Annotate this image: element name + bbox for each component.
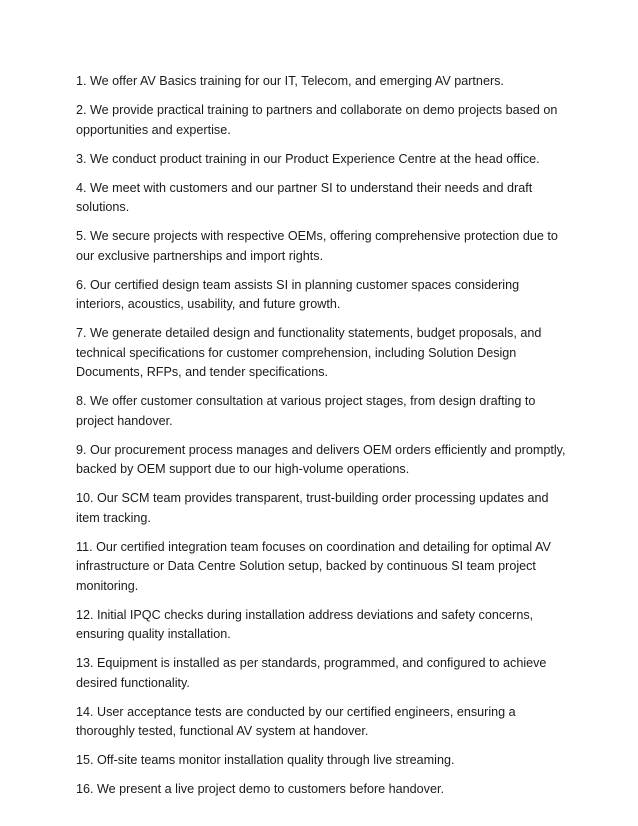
paragraph-9: 9. Our procurement process manages and delivers OEM orders efficiently and promptly, backed by OEM support due to our high-volume operations. — [76, 442, 566, 476]
paragraph-7: 7. We generate detailed design and functionality statements, budget proposals, and technical specifications for customer comprehension, including Solution Design Documents, RFPs, and tender specifications. — [76, 326, 542, 379]
paragraph-4: 4. We meet with customers and our partner SI to understand their needs and draft solutions. — [76, 180, 533, 214]
paragraph-8: 8. We offer customer consultation at various project stages, from design drafting to project handover. — [76, 394, 536, 428]
paragraph-15: 15. Off-site teams monitor installation quality through live streaming. — [76, 753, 455, 767]
paragraph-10: 10. Our SCM team provides transparent, trust-building order processing updates and item tracking. — [76, 491, 549, 525]
paragraph-5: 5. We secure projects with respective OEMs, offering comprehensive protection due to our exclusive partnerships and import rights. — [76, 229, 558, 263]
paragraph-14: 14. User acceptance tests are conducted by our certified engineers, ensuring a thoroughly tested, functional AV system at handover. — [76, 704, 516, 738]
paragraph-1: 1. We offer AV Basics training for our IT, Telecom, and emerging AV partners. — [76, 74, 504, 88]
paragraph-3: 3. We conduct product training in our Product Experience Centre at the head office. — [76, 151, 540, 166]
paragraph-11: 11. Our certified integration team focuses on coordination and detailing for optimal AV infrastructure or Data Centre Solution setup, backed by continuous SI team project monitoring. — [76, 539, 551, 593]
paragraph-6: 6. Our certified design team assists SI in planning customer spaces considering interiors, acoustics, usability, and future growth. — [76, 277, 520, 311]
paragraph-16: 16. We present a live project demo to customers before handover. — [76, 782, 444, 796]
document-body — [76, 72, 566, 809]
paragraph-13: 13. Equipment is installed as per standards, programmed, and configured to achieve desired functionality. — [76, 656, 547, 690]
paragraph-12: 12. Initial IPQC checks during installation address deviations and safety concerns, ensuring quality installation. — [76, 607, 534, 641]
paragraph-2: 2. We provide practical training to partners and collaborate on demo projects based on opportunities and expertise. — [76, 103, 558, 137]
